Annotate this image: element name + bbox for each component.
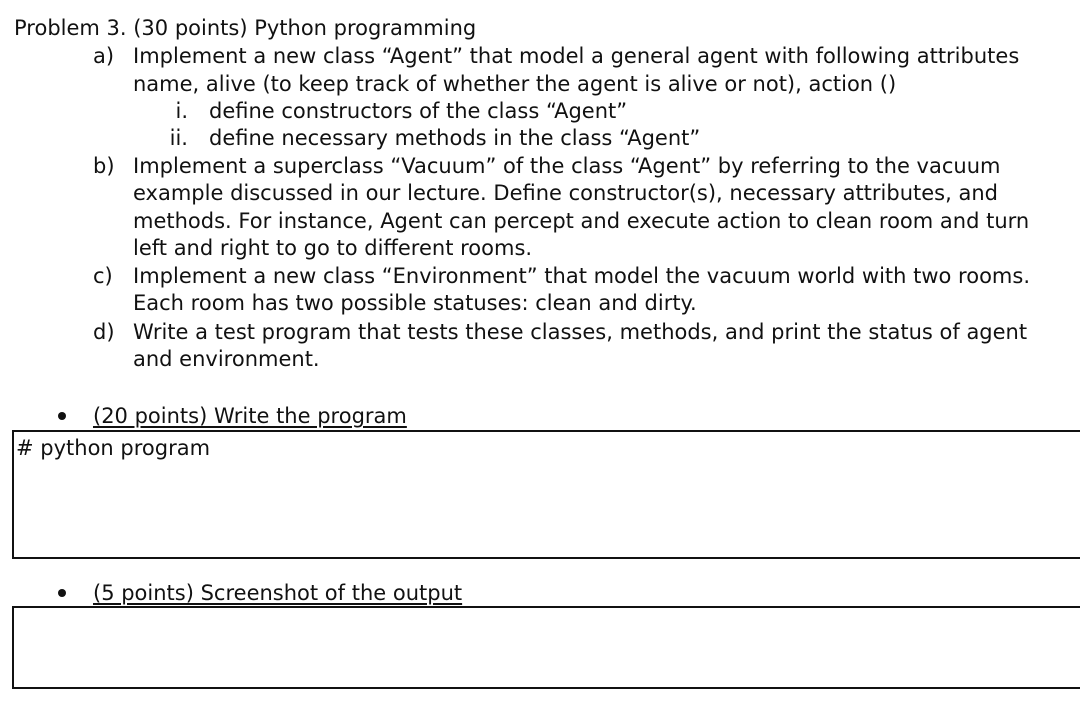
item-a-line-2: name, alive (to keep track of whether the agent is alive or not), action () [133,72,897,96]
item-b-line-1: Implement a superclass “Vacuum” of the class “Agent” by referring to the vacuum [133,154,1001,178]
item-a-line-1: Implement a new class “Agent” that model a general agent with following attributes [133,44,1020,68]
subitem-i-label: i. [175,99,188,123]
program-answer-box[interactable] [12,430,1080,559]
bullet-icon [58,589,66,597]
item-b-line-3: methods. For instance, Agent can percept and execute action to clean room and turn [133,209,1030,233]
item-c-line-1: Implement a new class “Environment” that model the vacuum world with two rooms. [133,264,1031,288]
subitem-ii-text: define necessary methods in the class “Agent” [209,126,701,150]
subitem-ii-label: ii. [169,126,188,150]
item-b-label: b) [93,154,115,178]
section-2-heading: (5 points) Screenshot of the output [93,581,463,605]
item-c-label: c) [93,264,113,288]
program-answer-text: # python program [16,436,211,460]
subitem-i-text: define constructors of the class “Agent” [209,99,628,123]
item-d-line-1: Write a test program that tests these classes, methods, and print the status of agent [133,320,1028,344]
section-1-heading: (20 points) Write the program [93,404,407,428]
item-b-line-2: example discussed in our lecture. Define constructor(s), necessary attributes, and [133,181,998,205]
item-d-label: d) [93,320,115,344]
item-d-line-2: and environment. [133,347,320,371]
item-c-line-2: Each room has two possible statuses: clean and dirty. [133,291,697,315]
item-b-line-4: left and right to go to different rooms. [133,236,533,260]
bullet-icon [58,412,66,420]
item-a-label: a) [93,44,115,68]
problem-title: Problem 3. (30 points) Python programming [14,16,477,40]
output-screenshot-box[interactable] [12,606,1080,689]
